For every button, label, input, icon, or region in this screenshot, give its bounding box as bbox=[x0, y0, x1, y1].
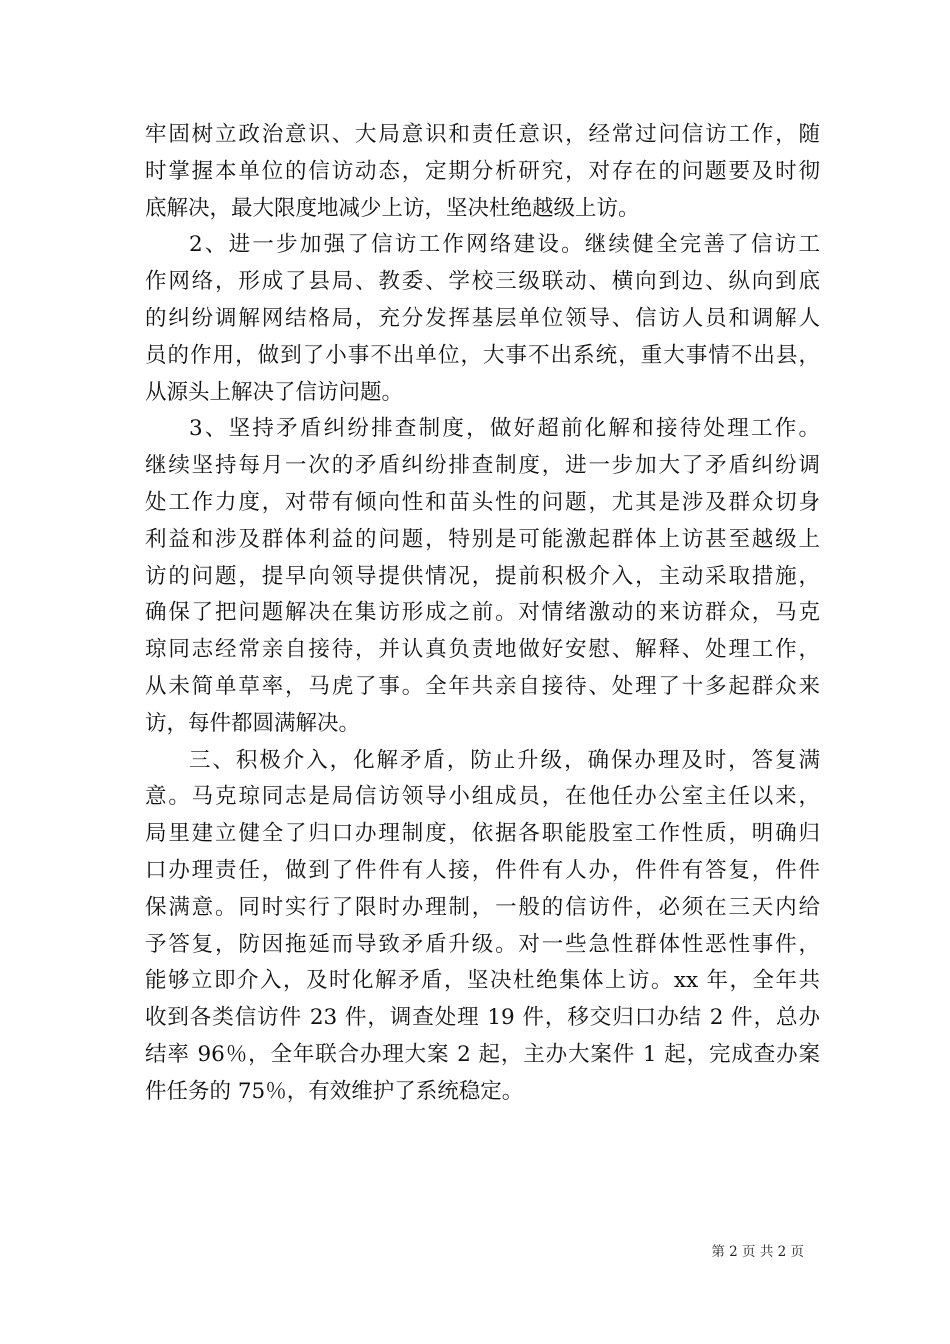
page-number: 第 2 页 共 2 页 bbox=[711, 1244, 804, 1260]
text-line: 作网络，形成了县局、教委、学校三级联动、横向到边、纵向到底 bbox=[145, 269, 820, 295]
text-line: 访，每件都圆满解决。 bbox=[145, 710, 361, 736]
text-line: 牢固树立政治意识、大局意识和责任意识，经常过问信访工作，随 bbox=[145, 122, 820, 147]
text-line: 件任务的 75％，有效维护了系统稳定。 bbox=[145, 1078, 524, 1104]
text-line: 确保了把问题解决在集访形成之前。对情绪激动的来访群众，马克 bbox=[145, 600, 820, 626]
text-line: 局里建立健全了归口办理制度，依据各职能股室工作性质，明确归 bbox=[145, 821, 820, 847]
text-line: 访的问题，提早向领导提供情况，提前积极介入，主动采取措施， bbox=[145, 563, 820, 589]
text-line: 时掌握本单位的信访动态，定期分析研究，对存在的问题要及时彻 bbox=[145, 158, 820, 184]
paragraph-start-line: 三、积极介入，化解矛盾，防止升级，确保办理及时，答复满 bbox=[189, 747, 820, 773]
paragraph-start-line: 2、进一步加强了信访工作网络建设。继续健全完善了信访工 bbox=[189, 232, 820, 258]
text-line: 口办理责任，做到了件件有人接，件件有人办，件件有答复，件件 bbox=[145, 857, 820, 883]
text-line: 收到各类信访件 23 件，调查处理 19 件，移交归口办结 2 件，总办 bbox=[145, 1005, 820, 1031]
text-line: 员的作用，做到了小事不出单位，大事不出系统，重大事情不出县， bbox=[145, 342, 820, 368]
text-line: 利益和涉及群体利益的问题，特别是可能激起群体上访甚至越级上 bbox=[145, 526, 820, 552]
text-line: 的纠纷调解网结格局，充分发挥基层单位领导、信访人员和调解人 bbox=[145, 305, 820, 331]
text-line: 意。马克琼同志是局信访领导小组成员，在他任办公室主任以来， bbox=[145, 784, 820, 810]
paragraph-start-line: 3、坚持矛盾纠纷排查制度，做好超前化解和接待处理工作。 bbox=[189, 416, 820, 442]
text-line: 能够立即介入，及时化解矛盾，坚决杜绝集体上访。xx 年，全年共 bbox=[145, 968, 820, 994]
text-line: 予答复，防因拖延而导致矛盾升级。对一些急性群体性恶性事件， bbox=[145, 931, 820, 957]
text-line: 处工作力度，对带有倾向性和苗头性的问题，尤其是涉及群众切身 bbox=[145, 489, 820, 515]
text-line: 从未简单草率，马虎了事。全年共亲自接待、处理了十多起群众来 bbox=[145, 673, 820, 699]
text-line: 继续坚持每月一次的矛盾纠纷排查制度，进一步加大了矛盾纠纷调 bbox=[145, 453, 820, 479]
document-body bbox=[145, 117, 820, 1111]
text-line: 从源头上解决了信访问题。 bbox=[145, 379, 404, 405]
text-line: 结率 96％，全年联合办理大案 2 起，主办大案件 1 起，完成查办案 bbox=[145, 1041, 820, 1067]
text-line: 保满意。同时实行了限时办理制，一般的信访件，必须在三天内给 bbox=[145, 894, 820, 920]
text-line: 琼同志经常亲自接待，并认真负责地做好安慰、解释、处理工作， bbox=[145, 637, 820, 663]
text-line: 底解决，最大限度地减少上访，坚决杜绝越级上访。 bbox=[145, 195, 640, 221]
